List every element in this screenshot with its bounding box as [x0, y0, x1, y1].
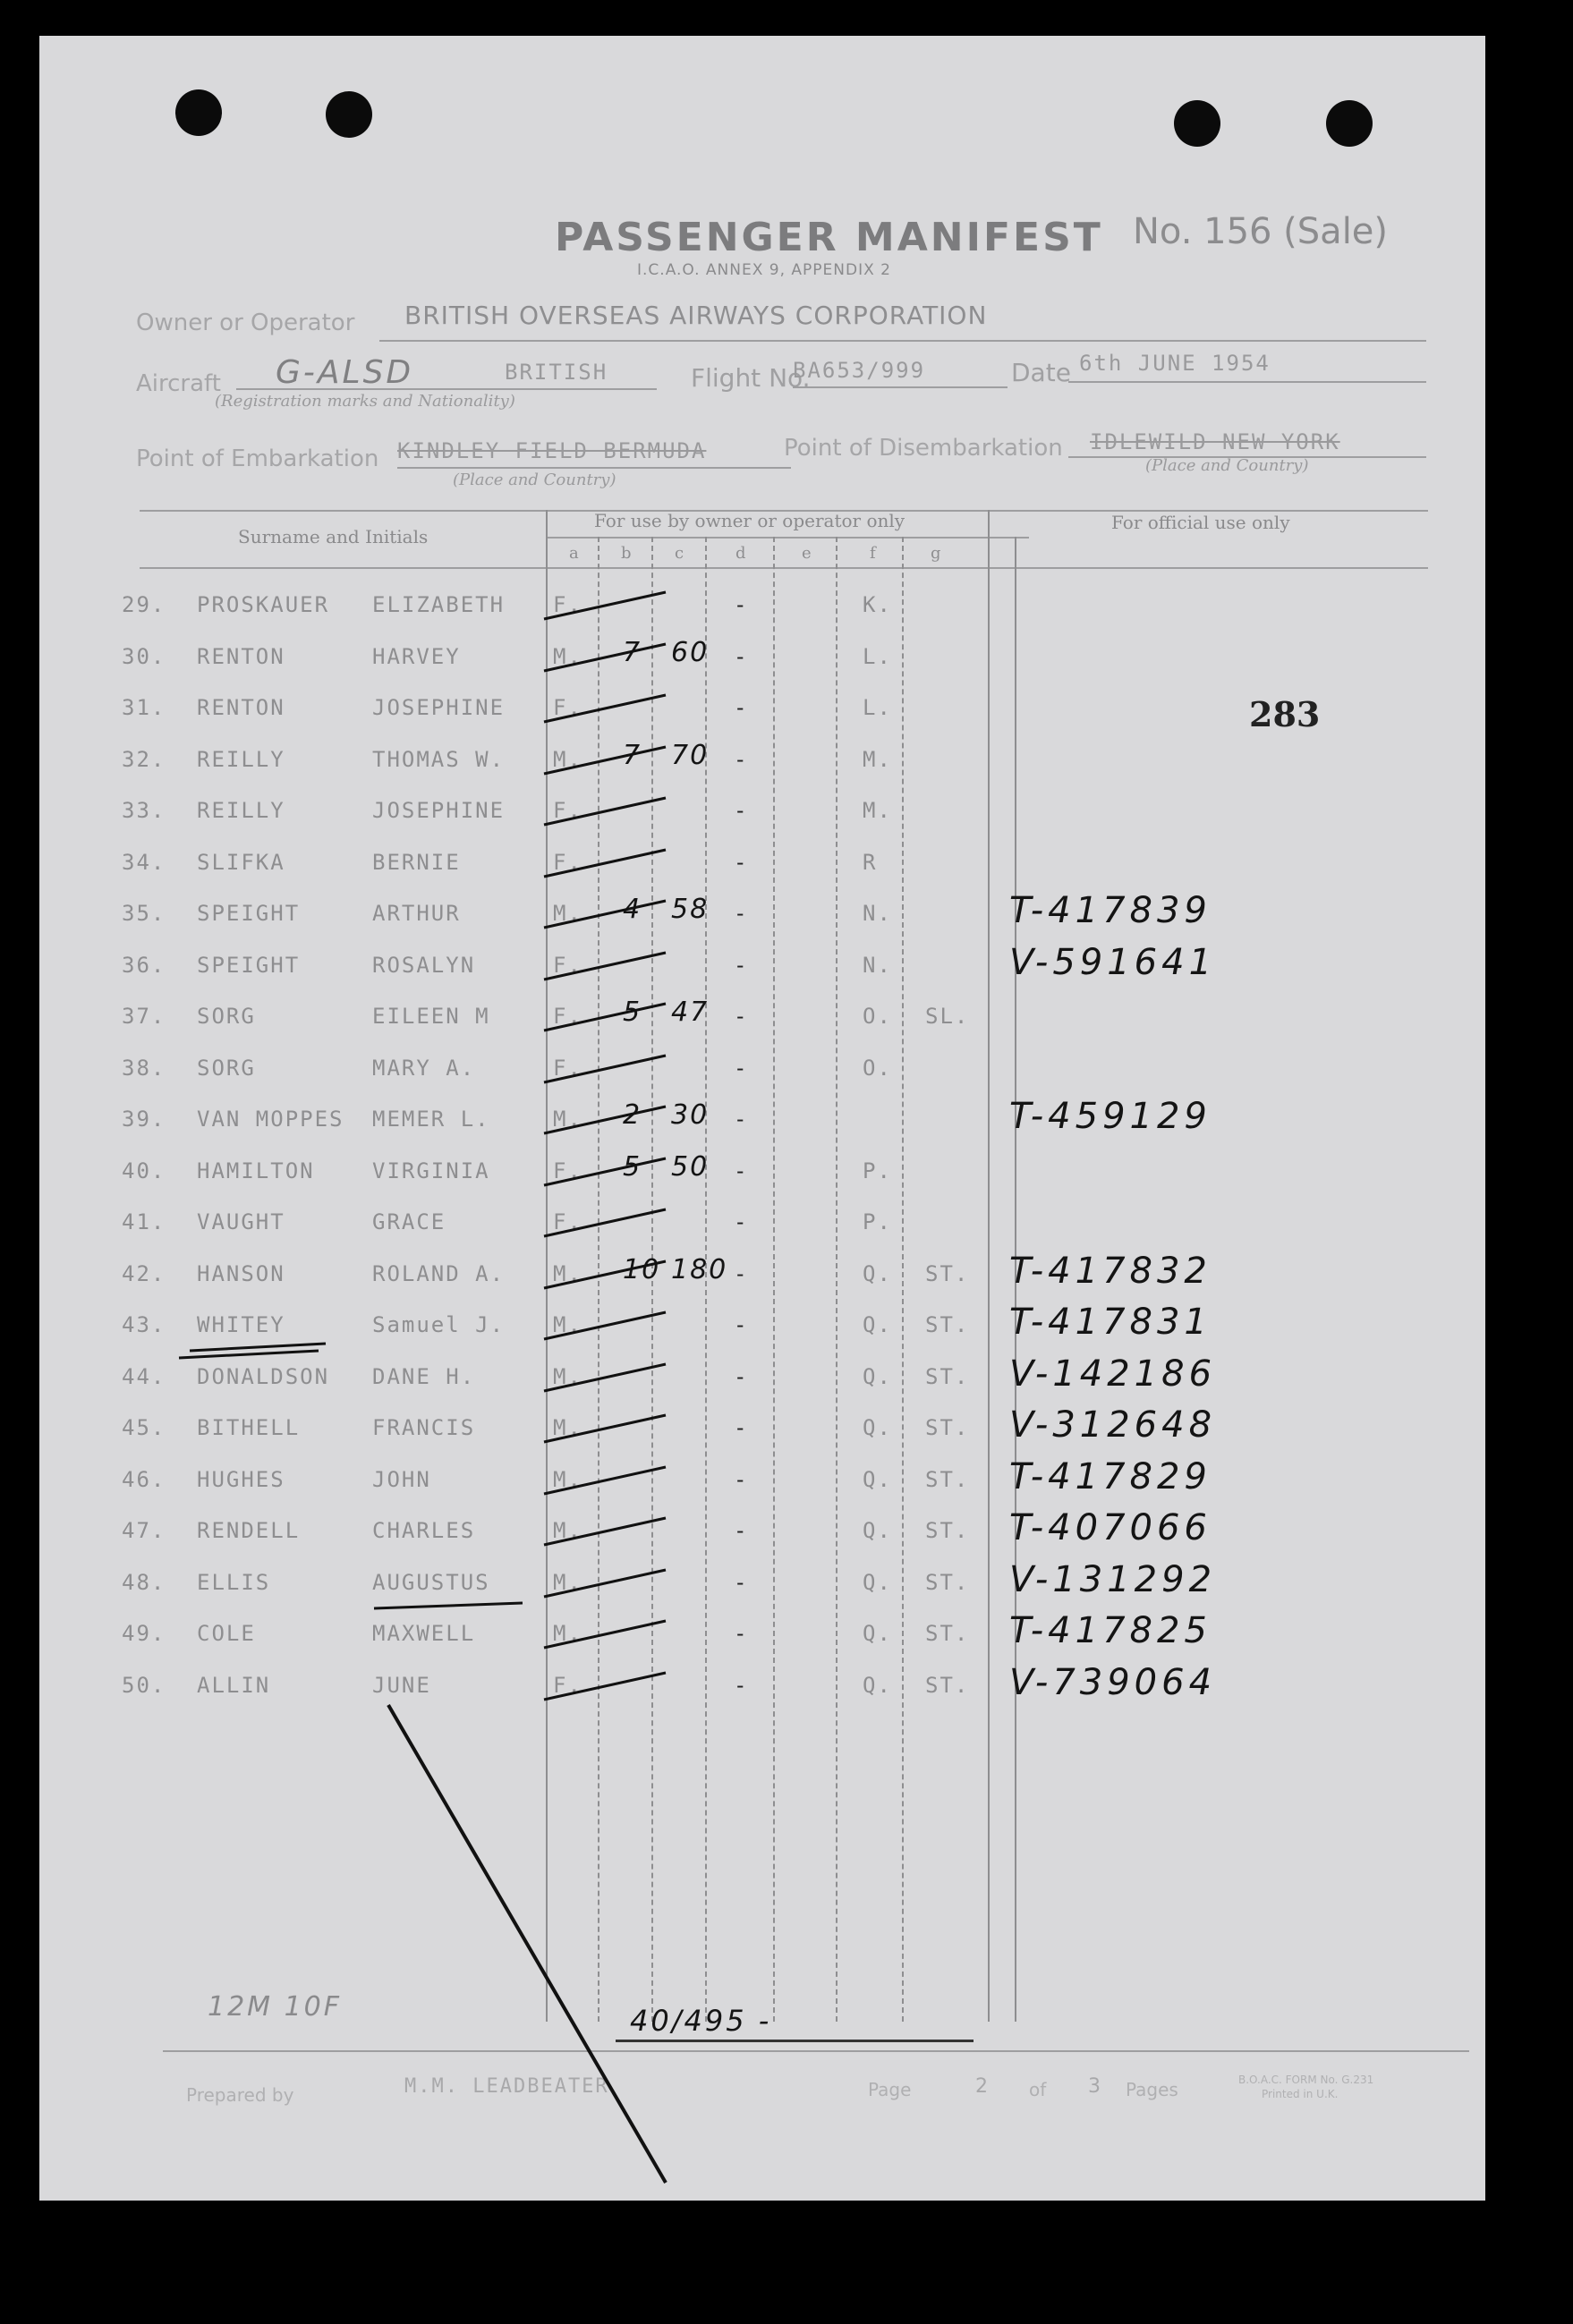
- row-number: 45.: [122, 1415, 166, 1440]
- row-col-f: Q.: [863, 1569, 892, 1595]
- page-stamp: 283: [1249, 694, 1321, 734]
- row-surname: SLIFKA: [197, 849, 285, 875]
- aircraft-note: (Registration marks and Nationality): [215, 392, 515, 411]
- row-given-names: JUNE: [372, 1672, 431, 1698]
- row-dash-marks: -: [734, 643, 749, 669]
- diagonal-cancel-stroke: [388, 1705, 666, 2183]
- row-given-names: ELIZABETH: [372, 592, 506, 617]
- row-col-b: 2: [623, 1099, 642, 1131]
- pages-label: Pages: [1126, 2079, 1178, 2100]
- disembarkation-label: Point of Disembarkation: [784, 435, 1063, 462]
- row-col-f: M.: [863, 798, 892, 823]
- row-given-names: GRACE: [372, 1209, 446, 1234]
- aircraft-nationality: BRITISH: [505, 360, 608, 385]
- date-label: Date: [1011, 358, 1071, 387]
- row-col-f: P.: [863, 1158, 892, 1183]
- row-dash-marks: -: [734, 592, 749, 617]
- row-official-number: T-417832: [1009, 1250, 1212, 1292]
- row-given-names: CHARLES: [372, 1518, 476, 1543]
- flight-label: Flight No.: [691, 363, 811, 393]
- page-label: Page: [868, 2079, 912, 2100]
- row-given-names: MEMER L.: [372, 1107, 490, 1132]
- row-col-a: M.: [553, 1415, 582, 1440]
- row-col-f: Q.: [863, 1260, 892, 1286]
- official-use-header: For official use only: [1111, 512, 1290, 533]
- row-col-c: 47: [671, 997, 710, 1028]
- row-col-a: F.: [553, 695, 582, 720]
- row-official-number: T-459129: [1009, 1096, 1212, 1137]
- row-col-b: 5: [623, 997, 642, 1028]
- manifest-number: No. 156 (Sale): [1133, 211, 1389, 252]
- row-dash-marks: -: [734, 1158, 749, 1183]
- row-col-b: 7: [623, 739, 642, 771]
- row-col-f: Q.: [863, 1466, 892, 1492]
- row-col-c: 30: [671, 1099, 710, 1131]
- row-given-names: MARY A.: [372, 1055, 476, 1081]
- row-col-f: Q.: [863, 1363, 892, 1389]
- disembarkation-value: IDLEWILD NEW YORK: [1090, 429, 1340, 454]
- row-given-names: BERNIE: [372, 849, 461, 875]
- row-col-a: M.: [553, 901, 582, 926]
- row-surname: REILLY: [197, 746, 285, 772]
- row-surname: RENTON: [197, 643, 285, 669]
- row-col-g: ST.: [925, 1672, 970, 1698]
- surname-underline: [190, 1344, 326, 1351]
- row-dash-marks: -: [734, 695, 749, 720]
- row-col-f: Q.: [863, 1415, 892, 1440]
- row-col-a: F.: [553, 952, 582, 978]
- row-col-g: ST.: [925, 1569, 970, 1595]
- row-given-names: MAXWELL: [372, 1621, 476, 1646]
- row-col-g: ST.: [925, 1518, 970, 1543]
- row-given-names: JOSEPHINE: [372, 798, 506, 823]
- row-given-names: ROSALYN: [372, 952, 476, 978]
- row-dash-marks: -: [734, 1260, 749, 1286]
- row-official-number: T-417839: [1009, 890, 1212, 931]
- row-number: 49.: [122, 1621, 166, 1646]
- row-official-number: T-417825: [1009, 1610, 1212, 1651]
- row-official-number: V-739064: [1009, 1661, 1217, 1703]
- row-number: 44.: [122, 1363, 166, 1389]
- row-dash-marks: -: [734, 798, 749, 823]
- row-number: 40.: [122, 1158, 166, 1183]
- owner-label: Owner or Operator: [136, 310, 355, 336]
- row-dash-marks: -: [734, 1466, 749, 1492]
- row-col-b: 10: [623, 1253, 661, 1285]
- row-col-a: M.: [553, 1466, 582, 1492]
- date-value: 6th JUNE 1954: [1079, 351, 1271, 376]
- row-col-c: 70: [671, 739, 710, 771]
- row-col-f: O.: [863, 1055, 892, 1081]
- row-number: 38.: [122, 1055, 166, 1081]
- row-col-g: ST.: [925, 1312, 970, 1337]
- row-col-f: Q.: [863, 1518, 892, 1543]
- row-col-a: M.: [553, 1569, 582, 1595]
- row-col-a: M.: [553, 643, 582, 669]
- row-col-a: M.: [553, 1312, 582, 1337]
- embarkation-label: Point of Embarkation: [136, 445, 379, 472]
- row-given-names: HARVEY: [372, 643, 461, 669]
- row-given-names: FRANCIS: [372, 1415, 476, 1440]
- row-col-f: Q.: [863, 1672, 892, 1698]
- row-col-f: N.: [863, 952, 892, 978]
- row-surname: HUGHES: [197, 1466, 285, 1492]
- row-col-c: 60: [671, 636, 710, 668]
- row-number: 34.: [122, 849, 166, 875]
- row-col-f: R: [863, 849, 878, 875]
- row-surname: RENTON: [197, 695, 285, 720]
- row-col-c: 180: [671, 1253, 728, 1285]
- row-col-f: M.: [863, 746, 892, 772]
- row-number: 46.: [122, 1466, 166, 1492]
- flight-number: BA653/999: [793, 358, 926, 383]
- prepared-label: Prepared by: [186, 2084, 294, 2106]
- manifest-subtitle: I.C.A.O. ANNEX 9, APPENDIX 2: [637, 261, 891, 279]
- row-col-f: Q.: [863, 1621, 892, 1646]
- row-col-g: ST.: [925, 1466, 970, 1492]
- surname-strike: [179, 1351, 319, 1358]
- col-header-g: g: [931, 544, 941, 563]
- row-col-a: M.: [553, 1260, 582, 1286]
- row-number: 41.: [122, 1209, 166, 1234]
- row-surname: PROSKAUER: [197, 592, 330, 617]
- row-col-a: F.: [553, 592, 582, 617]
- row-number: 39.: [122, 1107, 166, 1132]
- row-dash-marks: -: [734, 1004, 749, 1029]
- row-dash-marks: -: [734, 1672, 749, 1698]
- printed-note: Printed in U.K.: [1262, 2088, 1339, 2100]
- row-dash-marks: -: [734, 1518, 749, 1543]
- row-col-c: 58: [671, 894, 710, 925]
- row-dash-marks: -: [734, 1312, 749, 1337]
- row-dash-marks: -: [734, 901, 749, 926]
- row-surname: SPEIGHT: [197, 952, 301, 978]
- row-number: 36.: [122, 952, 166, 978]
- prepared-value: M.M. LEADBEATER: [404, 2075, 609, 2098]
- surname-header: Surname and Initials: [238, 526, 429, 547]
- row-number: 43.: [122, 1312, 166, 1337]
- row-surname: REILLY: [197, 798, 285, 823]
- row-surname: ELLIS: [197, 1569, 271, 1595]
- row-official-number: V-142186: [1009, 1353, 1217, 1395]
- row-surname: RENDELL: [197, 1518, 301, 1543]
- row-surname: VAN MOPPES: [197, 1107, 344, 1132]
- row-official-number: V-131292: [1009, 1558, 1217, 1600]
- row-surname: BITHELL: [197, 1415, 301, 1440]
- row-col-a: M.: [553, 1621, 582, 1646]
- embarkation-value: KINDLEY FIELD BERMUDA: [397, 438, 707, 463]
- row-number: 32.: [122, 746, 166, 772]
- col-header-b: b: [621, 544, 632, 563]
- column-total: 40/495 -: [630, 2004, 772, 2038]
- row-dash-marks: -: [734, 1569, 749, 1595]
- row-number: 37.: [122, 1004, 166, 1029]
- row-number: 50.: [122, 1672, 166, 1698]
- row-surname: SORG: [197, 1004, 256, 1029]
- row-surname: WHITEY: [197, 1312, 285, 1337]
- row-col-f: Q.: [863, 1312, 892, 1337]
- col-header-a: a: [569, 544, 579, 563]
- row-official-number: T-417831: [1009, 1302, 1212, 1343]
- disembarkation-note: (Place and Country): [1145, 456, 1309, 475]
- row-surname: HAMILTON: [197, 1158, 315, 1183]
- row-number: 33.: [122, 798, 166, 823]
- row-col-a: F.: [553, 1209, 582, 1234]
- row-official-number: T-407066: [1009, 1507, 1212, 1548]
- row-col-g: ST.: [925, 1621, 970, 1646]
- row-dash-marks: -: [734, 1107, 749, 1132]
- row-number: 30.: [122, 643, 166, 669]
- row-number: 47.: [122, 1518, 166, 1543]
- tally-note: 12M 10F: [208, 1991, 343, 2023]
- row-col-g: SL.: [925, 1004, 970, 1029]
- row-col-a: F.: [553, 1055, 582, 1081]
- row-dash-marks: -: [734, 1415, 749, 1440]
- row-col-f: L.: [863, 643, 892, 669]
- row-given-names: THOMAS W.: [372, 746, 506, 772]
- row-given-names: DANE H.: [372, 1363, 476, 1389]
- row-col-a: F.: [553, 1158, 582, 1183]
- row-dash-marks: -: [734, 1363, 749, 1389]
- row-given-names: AUGUSTUS: [372, 1569, 490, 1595]
- form-reference: B.O.A.C. FORM No. G.231: [1238, 2074, 1374, 2086]
- row-dash-marks: -: [734, 849, 749, 875]
- of-label: of: [1029, 2079, 1047, 2100]
- given-name-underline: [374, 1603, 523, 1608]
- row-col-f: N.: [863, 901, 892, 926]
- row-given-names: JOSEPHINE: [372, 695, 506, 720]
- row-col-a: M.: [553, 1363, 582, 1389]
- of-value: 3: [1088, 2075, 1101, 2098]
- row-given-names: ARTHUR: [372, 901, 461, 926]
- row-number: 48.: [122, 1569, 166, 1595]
- row-col-a: F.: [553, 849, 582, 875]
- embarkation-note: (Place and Country): [453, 471, 616, 489]
- row-col-g: ST.: [925, 1363, 970, 1389]
- row-col-a: M.: [553, 1518, 582, 1543]
- manifest-sheet: [39, 36, 1485, 2201]
- col-header-c: c: [675, 544, 684, 563]
- row-number: 42.: [122, 1260, 166, 1286]
- row-official-number: V-591641: [1009, 941, 1217, 983]
- row-surname: COLE: [197, 1621, 256, 1646]
- row-col-a: F.: [553, 1672, 582, 1698]
- row-surname: VAUGHT: [197, 1209, 285, 1234]
- row-given-names: JOHN: [372, 1466, 431, 1492]
- row-col-c: 50: [671, 1150, 710, 1183]
- row-surname: SORG: [197, 1055, 256, 1081]
- row-number: 31.: [122, 695, 166, 720]
- row-col-g: ST.: [925, 1415, 970, 1440]
- row-col-b: 7: [623, 636, 642, 668]
- row-col-f: L.: [863, 695, 892, 720]
- manifest-title: PASSENGER MANIFEST: [555, 215, 1103, 260]
- row-col-a: F.: [553, 1004, 582, 1029]
- aircraft-label: Aircraft: [136, 370, 221, 397]
- row-given-names: Samuel J.: [372, 1312, 506, 1337]
- row-given-names: EILEEN M: [372, 1004, 490, 1029]
- row-col-f: K.: [863, 592, 892, 617]
- row-surname: HANSON: [197, 1260, 285, 1286]
- row-surname: SPEIGHT: [197, 901, 301, 926]
- pen-strokes: [39, 36, 1485, 2201]
- col-header-e: e: [802, 544, 812, 563]
- row-surname: ALLIN: [197, 1672, 271, 1698]
- row-col-a: M.: [553, 1107, 582, 1132]
- col-header-f: f: [870, 544, 876, 563]
- row-dash-marks: -: [734, 1055, 749, 1081]
- row-dash-marks: -: [734, 952, 749, 978]
- row-number: 35.: [122, 901, 166, 926]
- row-dash-marks: -: [734, 746, 749, 772]
- row-given-names: VIRGINIA: [372, 1158, 490, 1183]
- row-col-b: 5: [623, 1150, 642, 1183]
- row-col-a: M.: [553, 746, 582, 772]
- owner-use-header: For use by owner or operator only: [594, 510, 906, 531]
- row-dash-marks: -: [734, 1209, 749, 1234]
- row-official-number: V-312648: [1009, 1404, 1217, 1446]
- row-col-a: F.: [553, 798, 582, 823]
- row-col-f: O.: [863, 1004, 892, 1029]
- row-dash-marks: -: [734, 1621, 749, 1646]
- col-header-d: d: [735, 544, 746, 563]
- row-official-number: T-417829: [1009, 1455, 1212, 1497]
- row-surname: DONALDSON: [197, 1363, 330, 1389]
- row-col-b: 4: [623, 894, 642, 925]
- row-col-g: ST.: [925, 1260, 970, 1286]
- page-value: 2: [975, 2075, 988, 2098]
- aircraft-registration: G-ALSD: [276, 354, 414, 391]
- owner-value: BRITISH OVERSEAS AIRWAYS CORPORATION: [404, 301, 988, 330]
- row-given-names: ROLAND A.: [372, 1260, 506, 1286]
- row-number: 29.: [122, 592, 166, 617]
- row-col-f: P.: [863, 1209, 892, 1234]
